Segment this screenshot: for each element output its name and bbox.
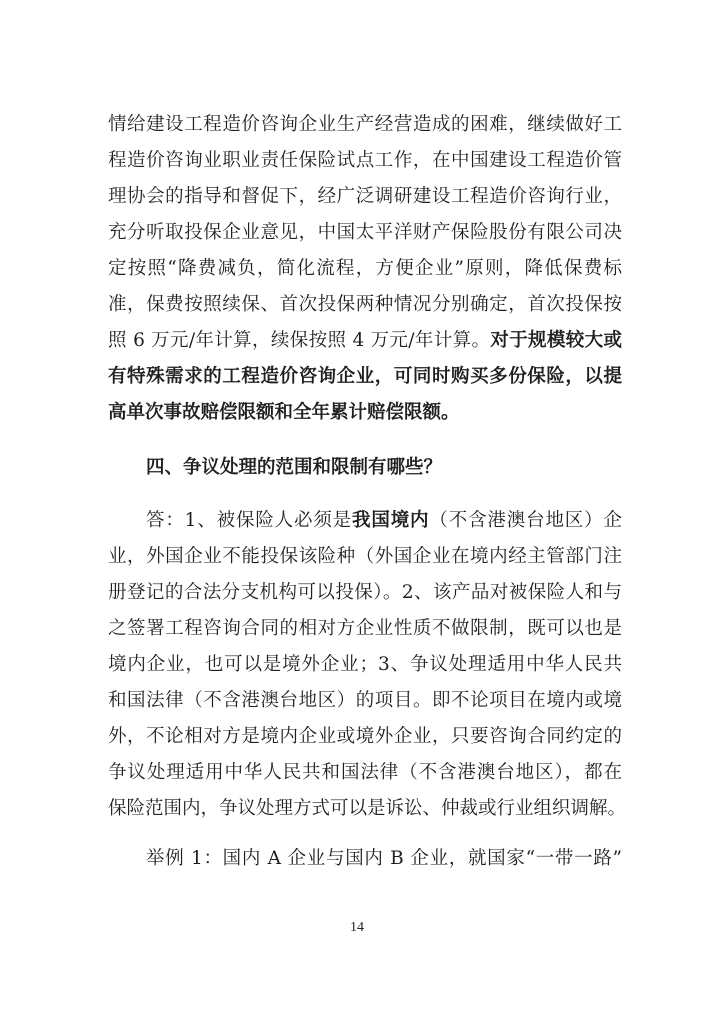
body-text-line: 理协会的指导和督促下，经广泛调研建设工程造价咨询行业， <box>108 186 622 207</box>
body-text-line: 外，不论相对方是境内企业或境外企业，只要咨询合同约定的 <box>108 726 622 747</box>
page-number: 14 <box>350 920 364 935</box>
body-text-line: 情给建设工程造价咨询企业生产经营造成的困难，继续做好工 <box>108 114 622 135</box>
body-text-line: 和国法律（不含港澳台地区）的项目。即不论项目在境内或境 <box>108 690 622 711</box>
body-text-line: 答：1、被保险人必须是我国境内（不含港澳台地区）企 <box>146 510 622 531</box>
body-text-line: 争议处理适用中华人民共和国法律（不含港澳台地区），都在 <box>108 762 622 783</box>
body-text-line: 充分听取投保企业意见，中国太平洋财产保险股份有限公司决 <box>108 222 622 243</box>
body-text-line: 照 6 万元/年计算，续保按照 4 万元/年计算。对于规模较大或 <box>108 330 622 351</box>
bold-text-line: 有特殊需求的工程造价咨询企业，可同时购买多份保险，以提 <box>108 366 622 387</box>
body-text-line: 之签署工程咨询合同的相对方企业性质不做限制，既可以也是 <box>108 618 622 639</box>
body-text-line: 保险范围内，争议处理方式可以是诉讼、仲裁或行业组织调解。 <box>108 798 627 819</box>
section-heading: 四、争议处理的范围和限制有哪些？ <box>146 457 443 478</box>
body-text-line: 境内企业，也可以是境外企业；3、争议处理适用中华人民共 <box>108 654 622 675</box>
body-text-line: 程造价咨询业职业责任保险试点工作，在中国建设工程造价管 <box>108 150 622 171</box>
body-text-line: 册登记的合法分支机构可以投保）。2、该产品对被保险人和与 <box>108 582 622 603</box>
body-text-line: 准，保费按照续保、首次投保两种情况分别确定，首次投保按 <box>108 294 622 315</box>
body-text-line: 业，外国企业不能投保该险种（外国企业在境内经主管部门注 <box>108 546 622 567</box>
bold-emphasis: 对于规模较大或 <box>490 330 622 351</box>
bold-text-line: 高单次事故赔偿限额和全年累计赔偿限额。 <box>108 402 460 423</box>
body-text-line: 举例 1：国内 A 企业与国内 B 企业，就国家“一带一路” <box>146 848 622 869</box>
bold-emphasis: 我国境内 <box>352 510 430 531</box>
body-text-line: 定按照“降费减负，简化流程，方便企业”原则，降低保费标 <box>108 258 622 279</box>
